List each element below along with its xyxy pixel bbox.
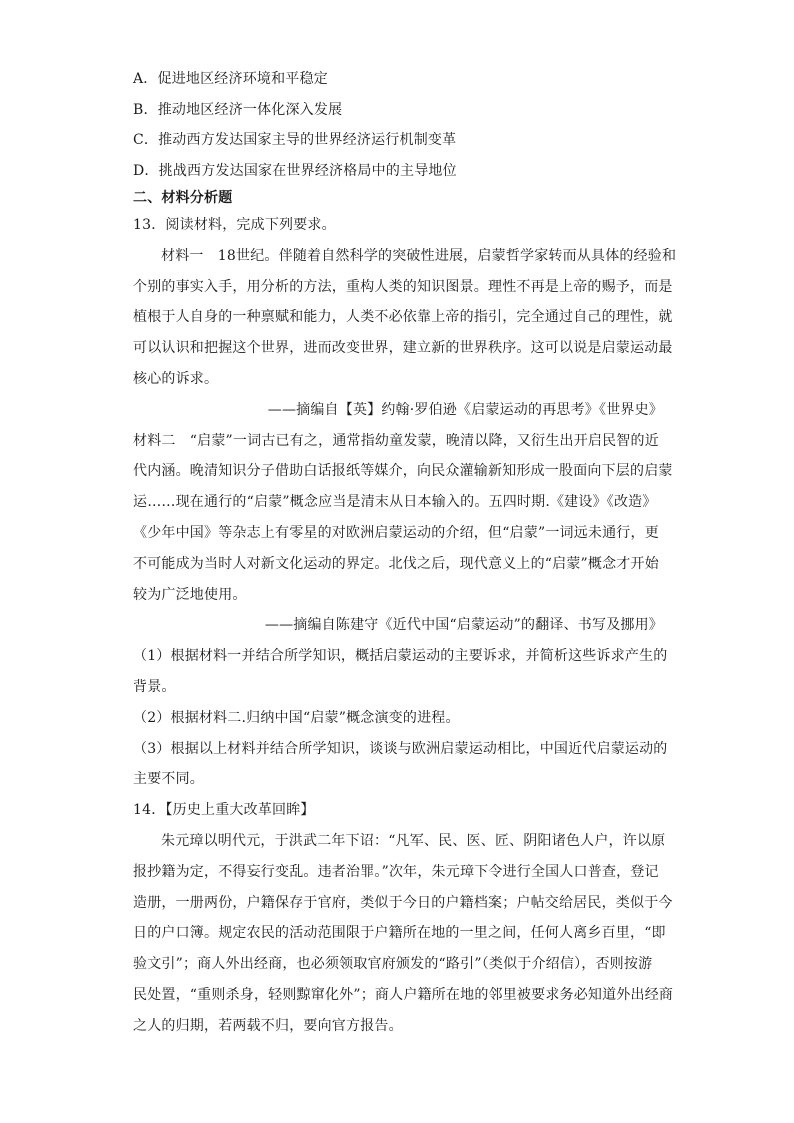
question-3: 主要不同。 — [133, 771, 204, 788]
option-c: C．推动西方发达国家主导的世界经济运行机制变革 — [133, 132, 457, 148]
q14-paragraph-line: 之人的归期，若两载不归，要向官方报告。 — [133, 1017, 403, 1034]
q14-paragraph-line: 验文引”；商人外出经商，也必须领取官府颁发的“路引”（类似于介绍信），否则按游 — [133, 956, 653, 973]
material2-line: 运……现在通行的“启蒙”概念应当是清末从日本输入的。五四时期.《建设》《改造》 — [133, 494, 657, 511]
material1-line: 材料一 18世纪。伴随着自然科学的突破性进展，启蒙哲学家转而从具体的经验和 — [161, 247, 677, 264]
material1-line: 核心的诉求。 — [133, 370, 219, 387]
material2-line: 材料二 “启蒙”一词古已有之，通常指幼童发蒙，晚清以降，又衍生出开启民智的近 — [133, 432, 659, 449]
q13-intro: 13．阅读材料，完成下列要求。 — [133, 217, 336, 233]
question-2: （2）根据材料二.归纳中国“启蒙”概念演变的进程。 — [133, 709, 460, 726]
material2-line: 代内涵。晚清知识分子借助白话报纸等媒介，向民众灌输新知形成一股面向下层的启蒙 — [133, 463, 673, 480]
option-a: A．促进地区经济环境和平稳定 — [133, 71, 328, 87]
material1-line: 可以认识和把握这个世界，进而改变世界，建立新的世界秩序。这可以说是启蒙运动最 — [133, 340, 673, 357]
q14-paragraph-line: 朱元璋以明代元，于洪武二年下诏：“凡军、民、医、匠、阴阳诸色人户，许以原 — [161, 832, 666, 849]
q14-paragraph-line: 造册，一册两份，户籍保存于官府，类似于今日的户籍档案；户帖交给居民，类似于今 — [133, 894, 673, 911]
q14-title: 14．【历史上重大改革回眸】 — [133, 802, 315, 819]
q14-paragraph-line: 日的户口簿。规定农民的活动范围限于户籍所在地的一里之间，任何人离乡百里，“即 — [133, 925, 666, 942]
material2-line: 不可能成为当时人对新文化运动的界定。北伐之后，现代意义上的“启蒙”概念才开始 — [133, 555, 659, 572]
section-title: 二、材料分析题 — [133, 190, 233, 206]
material1-source: ——摘编自【英】约翰·罗伯逊《启蒙运动的再思考》《世界史》 — [267, 401, 663, 418]
option-b: B．推动地区经济一体化深入发展 — [133, 101, 343, 118]
material1-line: 个别的事实入手，用分析的方法，重构人类的知识图景。理性不再是上帝的赐予，而是 — [133, 278, 673, 295]
material2-line: 《少年中国》等杂志上有零星的对欧洲启蒙运动的介绍，但“启蒙”一词远未通行，更 — [133, 524, 659, 541]
material1-line: 植根于人自身的一种禀赋和能力，人类不必依靠上帝的指引，完全通过自己的理性，就 — [133, 309, 673, 326]
question-1: （1）根据材料一并结合所学知识，概括启蒙运动的主要诉求，并简析这些诉求产生的 — [133, 648, 668, 665]
question-1: 背景。 — [133, 678, 176, 695]
document-page — [133, 64, 677, 1042]
option-d: D．挑战西方发达国家在世界经济格局中的主导地位 — [133, 162, 457, 179]
material2-source: ——摘编自陈建守《近代中国“启蒙运动”的翻译、书写及挪用》 — [264, 617, 663, 634]
q14-paragraph-line: 报抄籍为定，不得妄行变乱。违者治罪。”次年，朱元璋下令进行全国人口普查，登记 — [133, 863, 659, 880]
material2-line: 较为广泛地使用。 — [133, 586, 247, 603]
q14-paragraph-line: 民处置，“重则杀身，轻则黥窜化外”；商人户籍所在地的邻里被要求务必知道外出经商 — [133, 986, 674, 1003]
question-3: （3）根据以上材料并结合所学知识，谈谈与欧洲启蒙运动相比，中国近代启蒙运动的 — [133, 740, 668, 757]
